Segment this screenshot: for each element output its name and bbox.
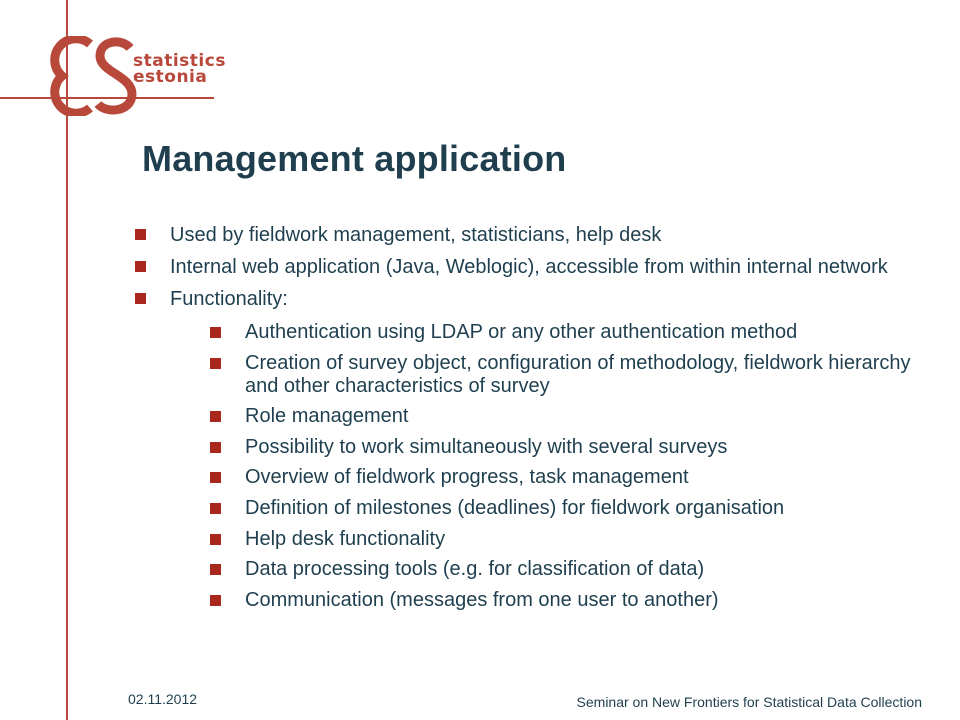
square-bullet-icon [210, 534, 221, 545]
square-bullet-icon [135, 293, 146, 304]
sub-bullet-text: Help desk functionality [245, 527, 446, 550]
sub-bullet-item [210, 589, 925, 612]
es-logo-mark [38, 36, 148, 116]
bullet-text: Functionality: [170, 288, 288, 310]
footer-date: 02.11.2012 [128, 691, 198, 707]
sub-bullet-text: Role management [245, 405, 409, 428]
sub-bullet-item [210, 405, 925, 428]
sub-bullet-text: Authentication using LDAP or any other authentication method [245, 321, 798, 343]
bullet-item [135, 223, 925, 247]
square-bullet-icon [210, 442, 221, 453]
bullet-item [135, 287, 925, 612]
sub-bullet-item [210, 466, 925, 489]
slide-title: Management application [142, 138, 567, 179]
sub-bullet-item [210, 497, 925, 520]
sub-bullet-text: Data processing tools (e.g. for classification of data) [245, 558, 705, 581]
sub-bullet-text: Possibility to work simultaneously with several surveys [245, 435, 728, 458]
bullet-text: Internal web application (Java, Weblogic), accessible from within internal network [170, 256, 888, 278]
sub-bullet-text: Definition of milestones (deadlines) for fieldwork organisation [245, 496, 785, 519]
square-bullet-icon [135, 229, 146, 240]
sub-bullet-text: Creation of survey object, configuration of methodology, fieldwork hierarchy and other characteristics of survey [245, 351, 911, 397]
footer-seminar-title: Seminar on New Frontiers for Statistical Data Collection [576, 694, 922, 710]
logo-line-2: estonia [133, 67, 208, 87]
sub-bullet-item [210, 436, 925, 459]
logo-line-1: statistics [133, 51, 226, 71]
square-bullet-icon [135, 261, 146, 272]
square-bullet-icon [210, 327, 221, 338]
bullet-list [135, 223, 925, 620]
sub-bullet-text: Communication (messages from one user to another) [245, 588, 719, 611]
bullet-item [135, 255, 925, 279]
square-bullet-icon [210, 564, 221, 575]
sub-bullet-list [170, 321, 925, 612]
sub-bullet-text: Overview of fieldwork progress, task management [245, 466, 689, 489]
bullet-text: Used by fieldwork management, statisticians, help desk [170, 224, 662, 246]
square-bullet-icon [210, 595, 221, 606]
square-bullet-icon [210, 472, 221, 483]
logo-wordmark [133, 53, 226, 85]
sub-bullet-item [210, 321, 925, 344]
square-bullet-icon [210, 411, 221, 422]
sub-bullet-item [210, 528, 925, 551]
square-bullet-icon [210, 503, 221, 514]
sub-bullet-item [210, 352, 925, 398]
square-bullet-icon [210, 358, 221, 369]
sub-bullet-item [210, 558, 925, 581]
